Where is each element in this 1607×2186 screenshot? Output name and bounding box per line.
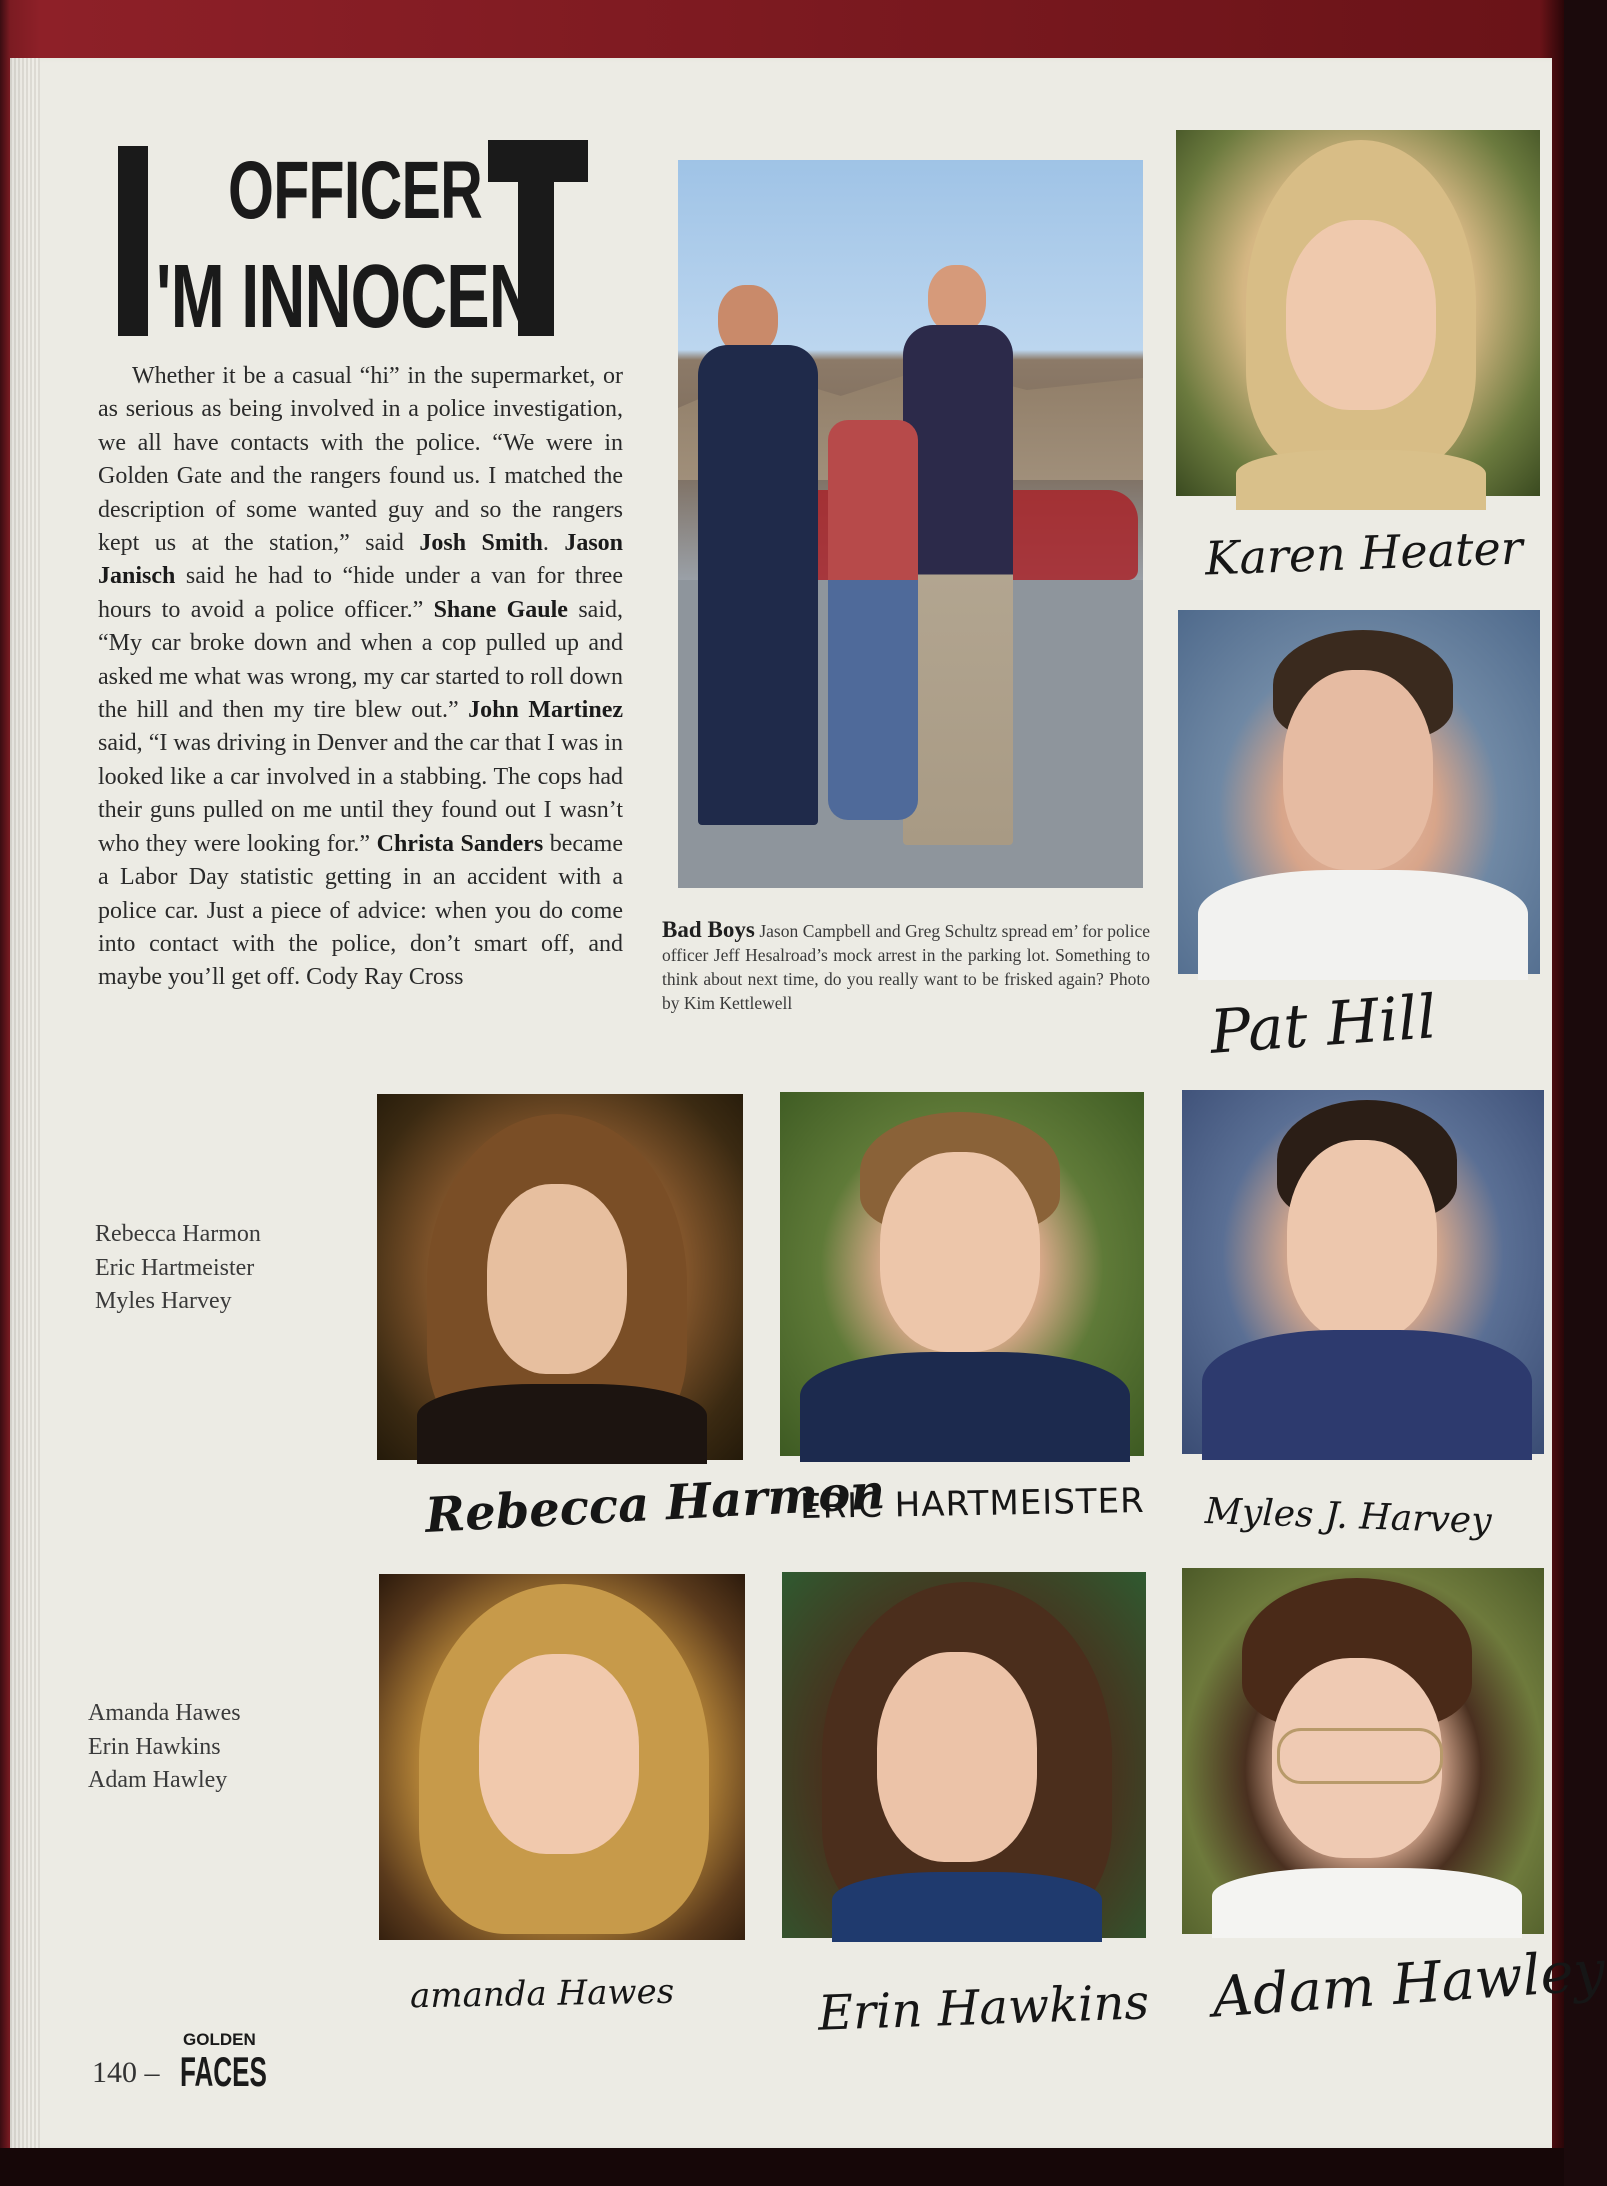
bottom-band [0, 2148, 1564, 2186]
signature-amanda-hawes: amanda Hawes [409, 1971, 675, 2017]
signature-karen-heater: Karen Heater [1204, 520, 1524, 586]
portrait-adam-hawley [1182, 1568, 1544, 1934]
suspect-head [928, 265, 986, 333]
name-rebecca-harmon: Rebecca Harmon [95, 1221, 261, 1247]
article-paragraph [98, 360, 623, 995]
portrait-karen-heater [1176, 130, 1540, 496]
article-bold-name: Josh Smith [419, 530, 543, 557]
portrait-erin-hawkins [782, 1572, 1146, 1938]
row2-name-list [88, 1697, 241, 1798]
portrait-rebecca-harmon [377, 1094, 743, 1460]
name-erin-hawkins: Erin Hawkins [88, 1733, 221, 1760]
article-text-run: said he had to “hide under a van for three hours to avoid a police officer.” [98, 563, 623, 623]
officer-figure [698, 345, 818, 825]
feature-photo-mock-arrest [678, 160, 1143, 888]
portrait-eric-hartmeister [780, 1092, 1144, 1456]
page-edge [10, 58, 40, 2148]
section-logo-main: FACES [180, 2048, 267, 2095]
article-bold-name: Shane Gaule [433, 596, 568, 623]
row1-name-list [95, 1218, 261, 1319]
portrait-myles-harvey [1182, 1090, 1544, 1454]
article-text-run: Whether it be a casual “hi” in the supermarket, or as serious as being involved in a police investigation, we all have contacts with the police. “We were in Golden Gate and the rangers found us. I matched the description of some wanted guy and so the rangers kept us at the station,” said [98, 363, 623, 557]
article-bold-name: John Martinez [468, 697, 623, 724]
name-eric-hartmeister: Eric Hartmeister [95, 1254, 255, 1281]
article-bold-name: Christa Sanders [376, 830, 544, 857]
portrait-amanda-hawes [379, 1574, 745, 1940]
caption-text: Jason Campbell and Greg Schultz spread em’ for police officer Jeff Hesalroad’s mock arrest in the parking lot. Something to think about next time, do you really want to be frisked again? Photo by Kim Kettlewell [662, 921, 1150, 1013]
signature-eric-hartmeister: ERIC HARTMEISTER [799, 1480, 1146, 1528]
article-bold-name: Jason Janisch [98, 530, 624, 590]
article-text-run: . [542, 530, 565, 557]
signature-myles-harvey: Myles J. Harvey [1204, 1491, 1493, 1542]
caption-lead: Bad Boys [662, 917, 755, 942]
section-logo-top: GOLDEN [183, 2030, 256, 2049]
portrait-pat-hill [1178, 610, 1540, 974]
second-suspect-figure [828, 420, 918, 820]
title-line-officer: OFFICER [228, 145, 483, 236]
name-adam-hawley: Adam Hawley [88, 1767, 228, 1793]
title-line-innocent: 'M INNOCEN [156, 247, 536, 347]
article-text-run: became a Labor Day statistic getting in an accident with a police car. Just a piece of advice: when you do come into contact with the police, don’t smart off, and maybe you’ll get off. Cody Ray Cross [98, 830, 623, 991]
article-text-run: said, “My car broke down and when a cop pulled up and asked me what was wrong, my car started to roll down the hill and then my tire blew out.” [98, 596, 623, 724]
photo-caption [662, 918, 1150, 1015]
name-myles-harvey: Myles Harvey [95, 1288, 232, 1314]
signature-rebecca-harmon: Rebecca Harmon [423, 1463, 887, 1545]
signature-erin-hawkins: Erin Hawkins [817, 1974, 1150, 2042]
article-text-run: said, “I was driving in Denver and the car that I was in looked like a car involved in a stabbing. The cops had their guns pulled on me until they found out I wasn’t who they were looking for.” [98, 730, 623, 857]
signature-adam-hawley: Adam Hawley [1210, 1938, 1607, 2031]
name-amanda-hawes: Amanda Hawes [88, 1700, 241, 1726]
title-letter-i [118, 146, 148, 336]
suspect-figure [903, 325, 1013, 845]
page-number: 140 – [92, 2056, 160, 2089]
glasses [1277, 1728, 1443, 1784]
article-body [98, 360, 623, 995]
signature-pat-hill: Pat Hill [1207, 982, 1439, 1068]
